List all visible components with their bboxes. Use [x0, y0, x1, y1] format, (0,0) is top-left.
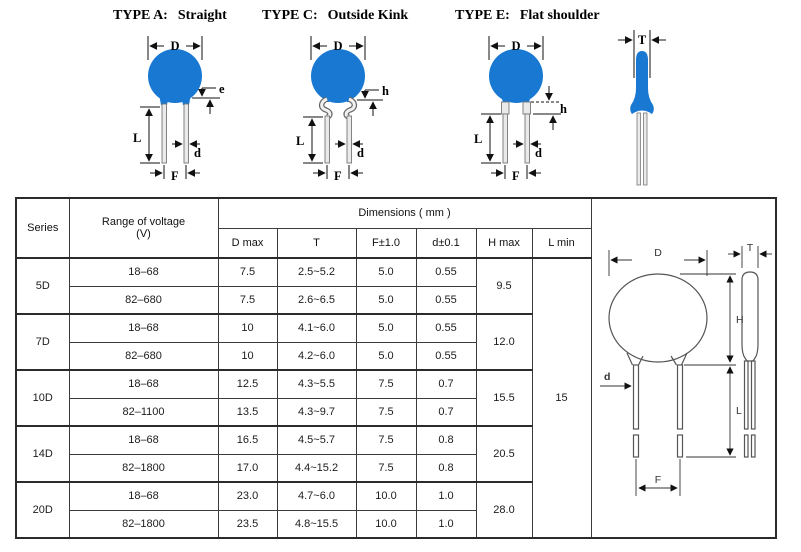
series-cell: 7D — [16, 314, 69, 370]
type-c-title-name: Outside Kink — [327, 8, 409, 23]
voltage-header-line1: Range of voltage — [101, 216, 186, 228]
series-header: Series — [16, 198, 69, 258]
dmax-cell: 23.0 — [218, 482, 277, 510]
dim-label-d: d — [357, 146, 364, 160]
lead-right — [525, 114, 530, 163]
hmax-cell: 15.5 — [476, 370, 532, 426]
lmin-cell: 15 — [532, 258, 591, 538]
voltage-cell: 18–68 — [69, 258, 218, 286]
voltage-cell: 18–68 — [69, 370, 218, 398]
t-cell: 4.5~5.7 — [277, 426, 356, 454]
dim-label-L: L — [735, 405, 742, 417]
outline-diagram-cell — [591, 198, 776, 538]
t-cell: 4.2~6.0 — [277, 342, 356, 370]
dim-label-F: F — [512, 169, 520, 183]
dim-label-F: F — [654, 474, 661, 486]
f-cell: 7.5 — [356, 398, 416, 426]
dim-label-T: T — [746, 242, 753, 254]
type-e-diagram — [459, 32, 589, 194]
t-cell: 4.8~15.5 — [277, 510, 356, 538]
d-cell: 0.55 — [416, 286, 476, 314]
lead-right — [347, 116, 352, 163]
disc-body — [148, 49, 202, 103]
dim-label-F: F — [171, 169, 179, 183]
dimensions-table — [15, 197, 777, 539]
series-cell: 20D — [16, 482, 69, 538]
d-cell: 0.55 — [416, 258, 476, 286]
d-cell: 1.0 — [416, 482, 476, 510]
dimensions-header: Dimensions ( mm ) — [218, 198, 591, 228]
voltage-cell: 82–1800 — [69, 454, 218, 482]
t-cell: 2.6~6.5 — [277, 286, 356, 314]
dmax-cell: 17.0 — [218, 454, 277, 482]
type-a-diagram — [118, 32, 242, 194]
type-a-title — [113, 8, 227, 24]
dim-label-T: T — [637, 33, 647, 47]
type-e-title-prefix: TYPE E: — [455, 8, 510, 23]
dmax-cell: 13.5 — [218, 398, 277, 426]
dim-label-H: H — [735, 314, 744, 326]
d-cell: 1.0 — [416, 510, 476, 538]
d-cell: 0.7 — [416, 398, 476, 426]
t-cell: 4.3~9.7 — [277, 398, 356, 426]
dmax-cell: 12.5 — [218, 370, 277, 398]
t-cell: 2.5~5.2 — [277, 258, 356, 286]
dim-label-D: D — [653, 247, 662, 259]
hmax-cell: 9.5 — [476, 258, 532, 314]
type-a-title-prefix: TYPE A: — [113, 8, 168, 23]
voltage-header — [69, 198, 218, 258]
dmax-cell: 10 — [218, 342, 277, 370]
d-cell: 0.8 — [416, 426, 476, 454]
hmax-header: H max — [476, 228, 532, 258]
hmax-cell: 28.0 — [476, 482, 532, 538]
dim-label-L: L — [133, 131, 142, 145]
voltage-cell: 18–68 — [69, 482, 218, 510]
dim-label-e: e — [219, 82, 225, 96]
series-cell: 10D — [16, 370, 69, 426]
f-cell: 7.5 — [356, 426, 416, 454]
lead-left — [162, 104, 167, 163]
t-header: T — [277, 228, 356, 258]
lead-right — [644, 113, 648, 185]
f-cell: 10.0 — [356, 510, 416, 538]
lmin-header: L min — [532, 228, 591, 258]
t-cell: 4.3~5.5 — [277, 370, 356, 398]
dim-label-d: d — [194, 146, 201, 160]
type-c-title — [262, 8, 408, 24]
dim-label-F: F — [334, 169, 342, 183]
voltage-cell: 82–680 — [69, 342, 218, 370]
dim-label-D: D — [333, 39, 343, 53]
type-c-diagram — [281, 32, 405, 194]
dim-label-d: d — [603, 371, 611, 383]
f-cell: 5.0 — [356, 314, 416, 342]
hmax-cell: 20.5 — [476, 426, 532, 482]
dmax-cell: 23.5 — [218, 510, 277, 538]
series-cell: 14D — [16, 426, 69, 482]
dim-label-D: D — [511, 39, 521, 53]
d-cell: 0.8 — [416, 454, 476, 482]
f-cell: 7.5 — [356, 370, 416, 398]
shoulder-right — [523, 102, 531, 114]
series-cell: 5D — [16, 258, 69, 314]
t-cell: 4.7~6.0 — [277, 482, 356, 510]
voltage-cell: 82–680 — [69, 286, 218, 314]
dmax-header: D max — [218, 228, 277, 258]
voltage-cell: 18–68 — [69, 314, 218, 342]
d-cell: 0.7 — [416, 370, 476, 398]
t-cell: 4.4~15.2 — [277, 454, 356, 482]
dim-label-h: h — [560, 102, 567, 116]
f-cell: 5.0 — [356, 258, 416, 286]
d-cell: 0.55 — [416, 342, 476, 370]
d-cell: 0.55 — [416, 314, 476, 342]
shoulder-left — [502, 102, 510, 114]
dim-label-L: L — [474, 132, 483, 146]
disc-outline — [609, 274, 707, 362]
dim-label-D: D — [170, 39, 180, 53]
table-header-row-1 — [16, 198, 776, 228]
dim-label-h: h — [382, 84, 389, 98]
side-view-diagram — [598, 28, 694, 196]
lead-left — [503, 114, 508, 163]
dmax-cell: 7.5 — [218, 258, 277, 286]
type-e-title — [455, 8, 600, 24]
t-cell: 4.1~6.0 — [277, 314, 356, 342]
lead-left — [325, 116, 330, 163]
lead-left — [637, 113, 641, 185]
d-header: d±0.1 — [416, 228, 476, 258]
dmax-cell: 10 — [218, 314, 277, 342]
dmax-cell: 7.5 — [218, 286, 277, 314]
hmax-cell: 12.0 — [476, 314, 532, 370]
outline-diagram — [592, 238, 775, 528]
dim-label-L: L — [296, 134, 305, 148]
disc-side-outline — [742, 272, 758, 361]
f-header: F±1.0 — [356, 228, 416, 258]
voltage-header-line2: (V) — [136, 228, 151, 240]
f-cell: 7.5 — [356, 454, 416, 482]
type-a-title-name: Straight — [177, 8, 227, 23]
disc-body — [311, 49, 365, 103]
disc-body — [489, 49, 543, 103]
voltage-cell: 18–68 — [69, 426, 218, 454]
type-e-title-name: Flat shoulder — [519, 8, 600, 23]
dmax-cell: 16.5 — [218, 426, 277, 454]
voltage-cell: 82–1800 — [69, 510, 218, 538]
dim-label-d: d — [535, 146, 542, 160]
type-c-title-prefix: TYPE C: — [262, 8, 318, 23]
f-cell: 5.0 — [356, 342, 416, 370]
f-cell: 10.0 — [356, 482, 416, 510]
voltage-cell: 82–1100 — [69, 398, 218, 426]
lead-right — [184, 104, 189, 163]
f-cell: 5.0 — [356, 286, 416, 314]
